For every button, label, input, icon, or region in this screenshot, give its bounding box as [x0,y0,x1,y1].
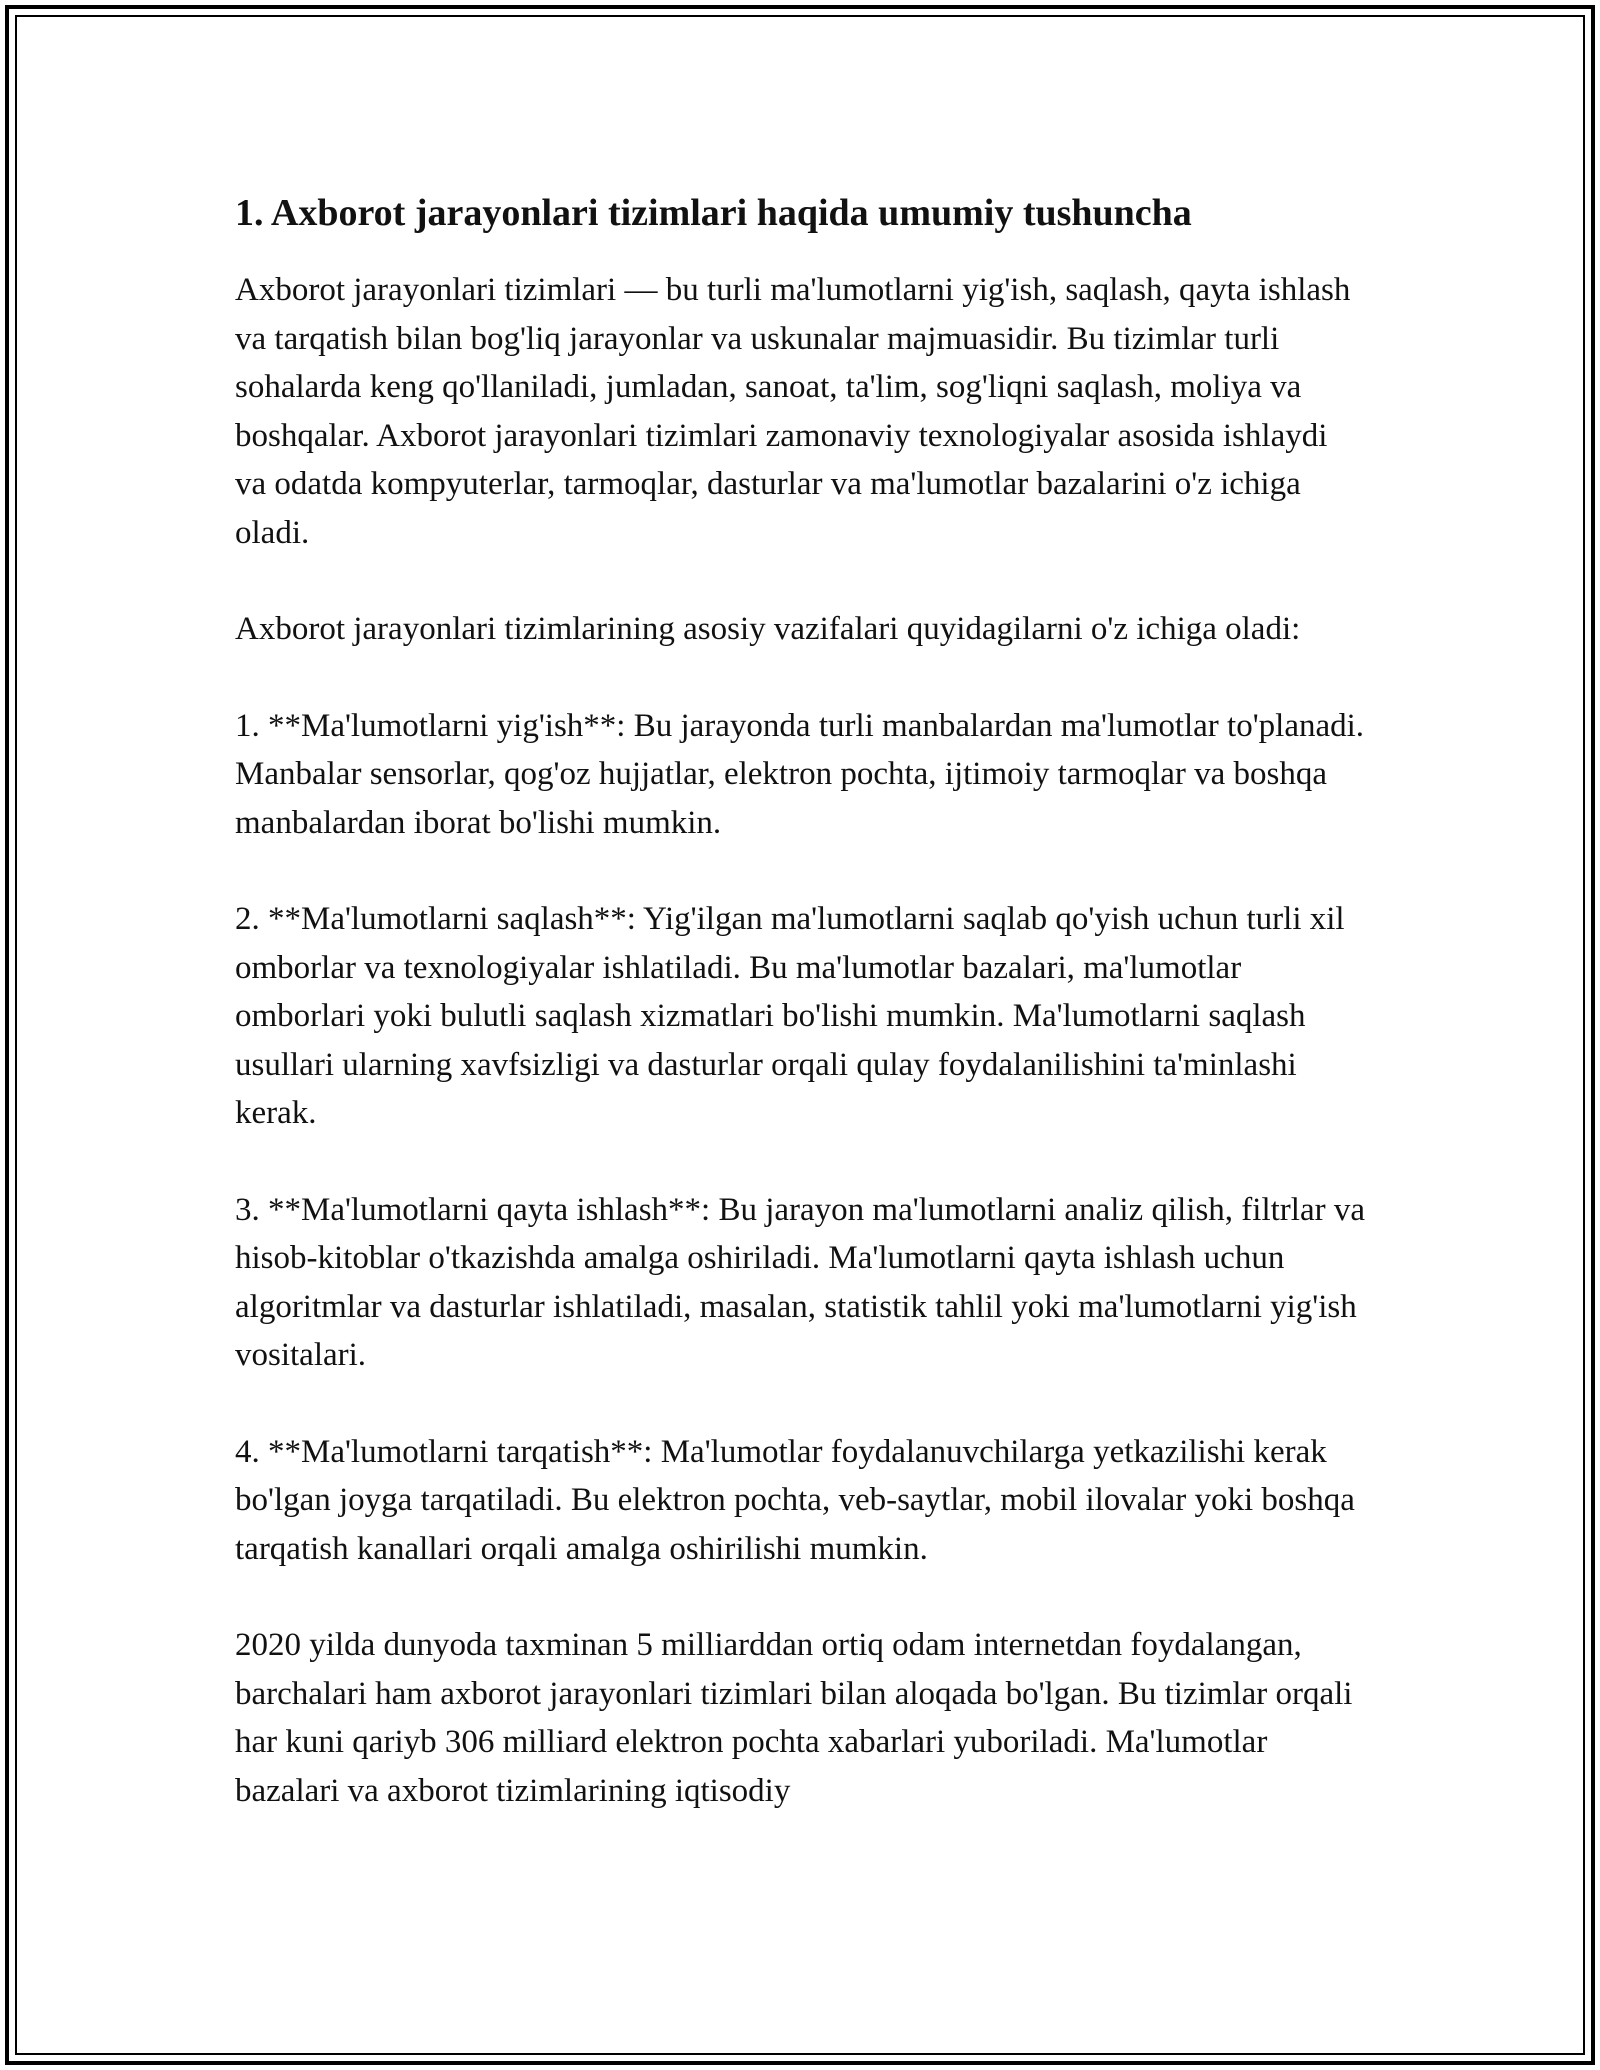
paragraph-item-process: 3. **Ma'lumotlarni qayta ishlash**: Bu jarayon ma'lumotlarni analiz qilish, filtrlar va hisob-kitoblar o'tkazishda amalga oshiriladi. Ma'lumotlarni qayta ishlash uchun algoritmlar va dasturlar ishlatiladi, masalan, statistik tahlil yoki ma'lumotlarni yig'ish vositalari. [235,1191,1365,1373]
paragraph-statistics: 2020 yilda dunyoda taxminan 5 milliarddan ortiq odam internetdan foydalangan, barchalari ham axborot jarayonlari tizimlari bilan aloqada bo'lgan. Bu tizimlar orqali har kuni qariyb 306 milliard elektron pochta xabarlari yuboriladi. Ma'lumotlar bazalari va axborot tizimlarining iqtisodiy [235,1627,1353,1809]
paragraph-item-distribute: 4. **Ma'lumotlarni tarqatish**: Ma'lumotlar foydalanuvchilarga yetkazilishi kerak bo'lgan joyga tarqatiladi. Bu elektron pochta, veb-saytlar, mobil ilovalar yoki boshqa tarqatish kanallari orqali amalga oshirilishi mumkin. [235,1433,1355,1567]
section-title: 1. Axborot jarayonlari tizimlari haqida umumiy tushuncha [235,192,1192,234]
document-body [235,180,1365,1863]
paragraph-intro: Axborot jarayonlari tizimlari — bu turli ma'lumotlarni yig'ish, saqlash, qayta ishlash va tarqatish bilan bog'liq jarayonlar va uskunalar majmuasidir. Bu tizimlar turli sohalarda keng qo'llaniladi, jumladan, sanoat, ta'lim, sog'liqni saqlash, moliya va boshqalar. Axborot jarayonlari tizimlari zamonaviy texnologiyalar asosida ishlaydi va odatda kompyuterlar, tarmoqlar, dasturlar va ma'lumotlar bazalarini o'z ichiga oladi. [235,272,1351,551]
paragraph-functions-lead: Axborot jarayonlari tizimlarining asosiy vazifalari quyidagilarni o'z ichiga oladi: [235,611,1301,647]
paragraph-item-store: 2. **Ma'lumotlarni saqlash**: Yig'ilgan ma'lumotlarni saqlab qo'yish uchun turli xil omborlar va texnologiyalar ishlatiladi. Bu ma'lumotlar bazalari, ma'lumotlar omborlari yoki bulutli saqlash xizmatlari bo'lishi mumkin. Ma'lumotlarni saqlash usullari ularning xavfsizligi va dasturlar orqali qulay foydalanilishini ta'minlashi kerak. [235,901,1345,1131]
paragraph-item-collect: 1. **Ma'lumotlarni yig'ish**: Bu jarayonda turli manbalardan ma'lumotlar to'planadi. Manbalar sensorlar, qog'oz hujjatlar, elektron pochta, ijtimoiy tarmoqlar va boshqa manbalardan iborat bo'lishi mumkin. [235,707,1365,841]
